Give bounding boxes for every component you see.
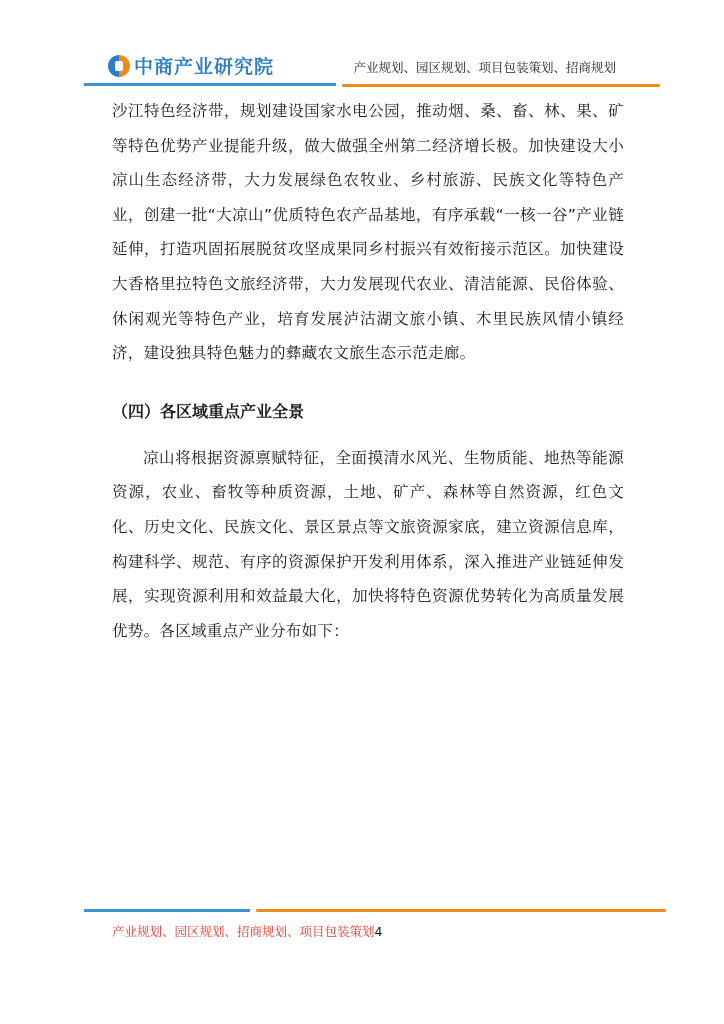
header-divider-orange (342, 84, 660, 87)
page-body (112, 94, 624, 648)
page-header (0, 0, 724, 95)
footer-label: 产业规划、园区规划、招商规划、项目包装策划 (112, 924, 375, 939)
footer-divider-orange (256, 909, 666, 912)
body-paragraph: 凉山将根据资源禀赋特征，全面摸清水风光、生物质能、地热等能源资源，农业、畜牧等种质资源，土地、矿产、森林等自然资源，红色文化、历史文化、民族文化、景区景点等文旅资源家底，建立资源信息库，构建科学、规范、有序的资源保护开发利用体系，深入推进产业链延伸发展，实现资源利用和效益最大化，加快将特色资源优势转化为高质量发展优势。各区域重点产业分布如下： (112, 448, 624, 640)
page-number: 4 (374, 924, 383, 939)
footer-divider-blue (84, 909, 250, 912)
body-paragraph: 沙江特色经济带，规划建设国家水电公园，推动烟、桑、畜、林、果、矿等特色优势产业提能升级，做大做强全州第二经济增长极。加快建设大小凉山生态经济带，大力发展绿色农牧业、乡村旅游、民族文化等特色产业，创建一批“大凉山”优质特色农产品基地，有序承载“一核一谷”产业链延伸，打造巩固拓展脱贫攻坚成果同乡村振兴有效衔接示范区。加快建设大香格里拉特色文旅经济带，大力发展现代农业、清洁能源、民俗体验、休闲观光等特色产业，培育发展泸沽湖文旅小镇、木里民族风情小镇经济，建设独具特色魅力的彝藏农文旅生态示范走廊。 (112, 102, 624, 363)
section-heading: （四）各区域重点产业全景 (112, 401, 305, 421)
company-logo (108, 52, 274, 79)
logo-icon (108, 55, 130, 77)
header-divider-blue (84, 83, 336, 86)
page-footer (112, 922, 382, 940)
logo-text: 中商产业研究院 (134, 56, 275, 78)
header-tagline: 产业规划、园区规划、项目包装策划、招商规划 (353, 60, 616, 75)
